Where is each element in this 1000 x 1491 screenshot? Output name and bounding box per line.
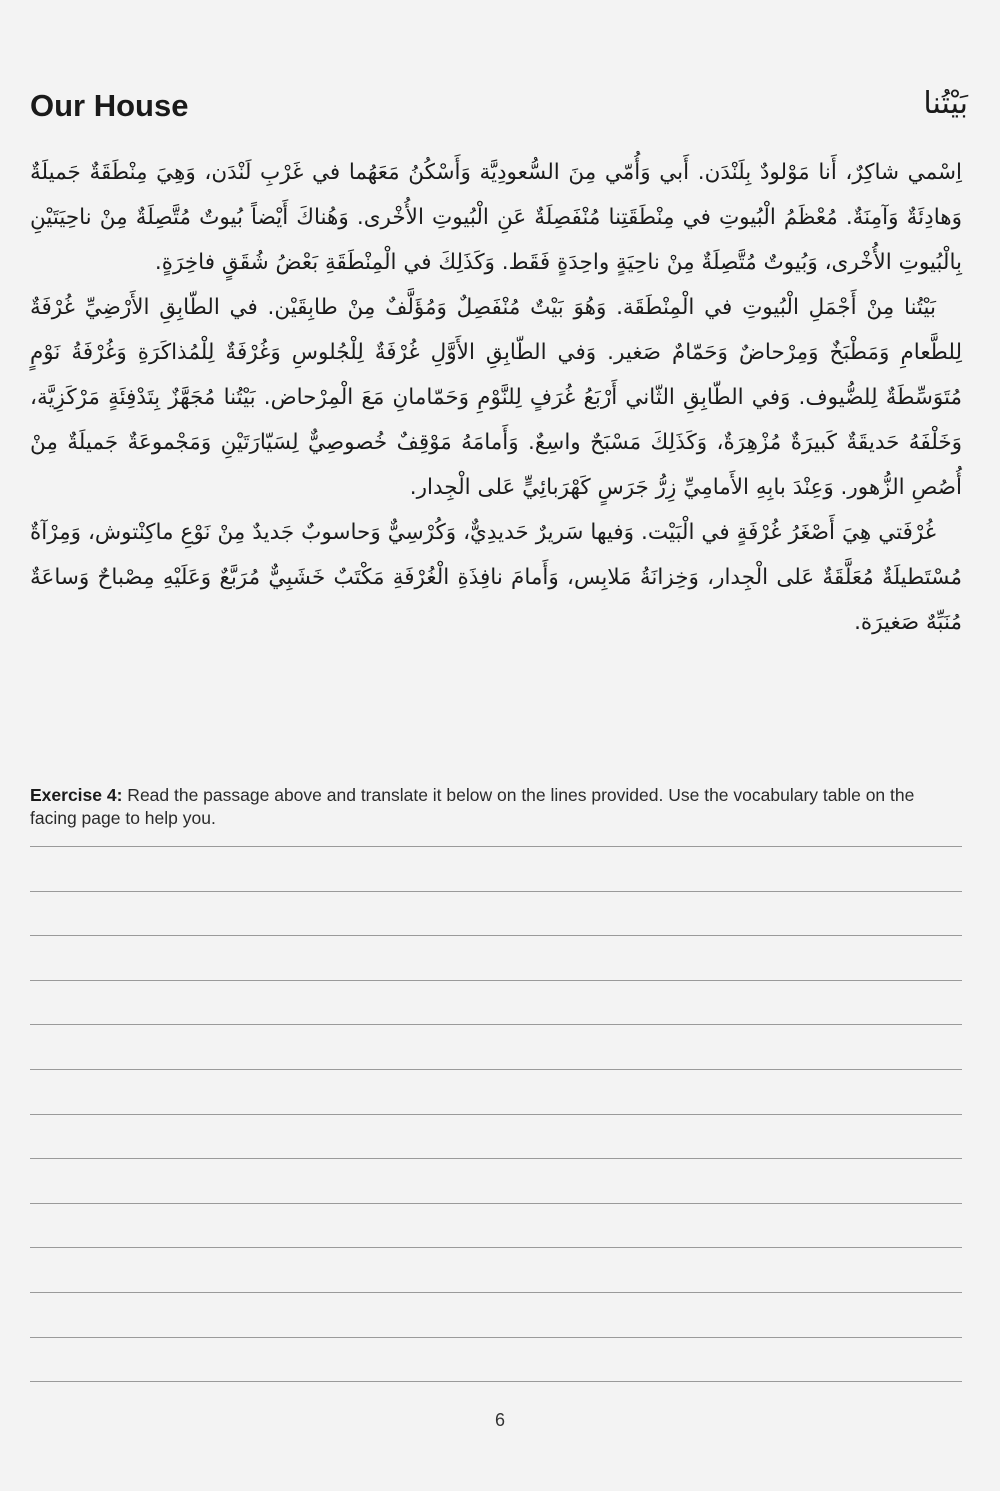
answer-line[interactable]: [30, 1203, 962, 1204]
answer-line[interactable]: [30, 1381, 962, 1382]
passage-paragraph-1: اِسْمي شاكِرٌ، أَنا مَوْلودٌ بِلَنْدَن. أَبي وَأُمّي مِنَ السُّعودِيَّة وَأَسْكُنُ مَعَهُما في غَرْبِ لَنْدَن، وَهِيَ مِنْطَقَةٌ جَميلَةٌ وَهادِئَةٌ وَآمِنَةٌ. مُعْظَمُ الْبُيوتِ في مِنْطَقَتِنا مُنْفَصِلَةٌ عَنِ الْبُيوتِ الأُخْرى. وَهُناكَ أَيْضاً بُيوتٌ مُتَّصِلَةٌ مِنْ ناحِيَتَيْنِ بِالْبُيوتِ الأُخْرى، وَبُيوتٌ مُتَّصِلَةٌ مِنْ ناحِيَةٍ واحِدَةٍ فَقَط. وَكَذَلِكَ في الْمِنْطَقَةِ بَعْضُ شُقَقٍ فاخِرَةٍ.: [30, 160, 962, 275]
passage-paragraph-2: بَيْتُنا مِنْ أَجْمَلِ الْبُيوتِ في الْمِنْطَقَة. وَهُوَ بَيْتٌ مُنْفَصِلٌ وَمُؤَلَّفٌ مِنْ طابِقَيْن. في الطّابِقِ الأَرْضِيِّ غُرْفَةٌ لِلطَّعامِ وَمَطْبَخٌ وَمِرْحاضٌ وَحَمّامٌ صَغير. وَفي الطّابِقِ الأَوَّلِ غُرْفَةٌ لِلْجُلوسِ وَغُرْفَةٌ لِلْمُذاكَرَةِ وَغُرْفَةُ نَوْمٍ مُتَوَسِّطَةٌ لِلضُّيوف. وَفي الطّابِقِ الثّاني أَرْبَعُ غُرَفٍ لِلنَّوْمِ وَحَمّامانِ مَعَ الْمِرْحاض. بَيْتُنا مُجَهَّزٌ بِتَدْفِئَةٍ مَرْكَزِيَّة، وَخَلْفَهُ حَديقَةٌ كَبيرَةٌ مُزْهِرَةٌ، وَكَذَلِكَ مَسْبَحٌ واسِعٌ. وَأَمامَهُ مَوْقِفٌ خُصوصِيٌّ لِسَيّارَتَيْنِ وَمَجْموعَةٌ جَميلَةٌ مِنْ أُصُصِ الزُّهور. وَعِنْدَ بابِهِ الأَمامِيِّ زِرُّ جَرَسٍ كَهْرَبائِيٍّ عَلى الْجِدار.: [30, 295, 962, 500]
exercise-label: Exercise 4:: [30, 785, 123, 805]
title-arabic: بَيْتُنا: [923, 86, 968, 121]
answer-line[interactable]: [30, 846, 962, 847]
answer-line[interactable]: [30, 1247, 962, 1248]
page-number: 6: [494, 1410, 505, 1430]
exercise-text: Read the passage above and translate it below on the lines provided. Use the vocabulary table on the facing page to help you.: [30, 785, 915, 828]
exercise-instructions: [30, 784, 962, 830]
title-english: Our House: [30, 88, 189, 123]
answer-line[interactable]: [30, 980, 962, 981]
answer-line[interactable]: [30, 1292, 962, 1293]
page-header: [30, 88, 970, 138]
answer-line[interactable]: [30, 1069, 962, 1070]
answer-line[interactable]: [30, 891, 962, 892]
answer-line[interactable]: [30, 1114, 962, 1115]
answer-line[interactable]: [30, 935, 962, 936]
answer-line[interactable]: [30, 1337, 962, 1338]
answer-lines: [30, 846, 962, 1386]
answer-line[interactable]: [30, 1024, 962, 1025]
arabic-passage: [30, 150, 962, 645]
passage-paragraph-3: غُرْفَتي هِيَ أَصْغَرُ غُرْفَةٍ في الْبَيْت. وَفيها سَريرٌ حَديدِيٌّ، وَكُرْسِيٌّ وَحاسوبٌ جَديدٌ مِنْ نَوْعِ ماكِنْتوش، وَمِرْآةٌ مُسْتَطيلَةٌ مُعَلَّقَةٌ عَلى الْجِدار، وَخِزانَةُ مَلابِس، وَأَمامَ نافِذَةِ الْغُرْفَةِ مَكْتَبٌ خَشَبِيٌّ مُرَبَّعٌ وَعَلَيْهِ مِصْباحٌ وَساعَةٌ مُنَبِّهٌ صَغيرَة.: [30, 520, 962, 635]
answer-line[interactable]: [30, 1158, 962, 1159]
